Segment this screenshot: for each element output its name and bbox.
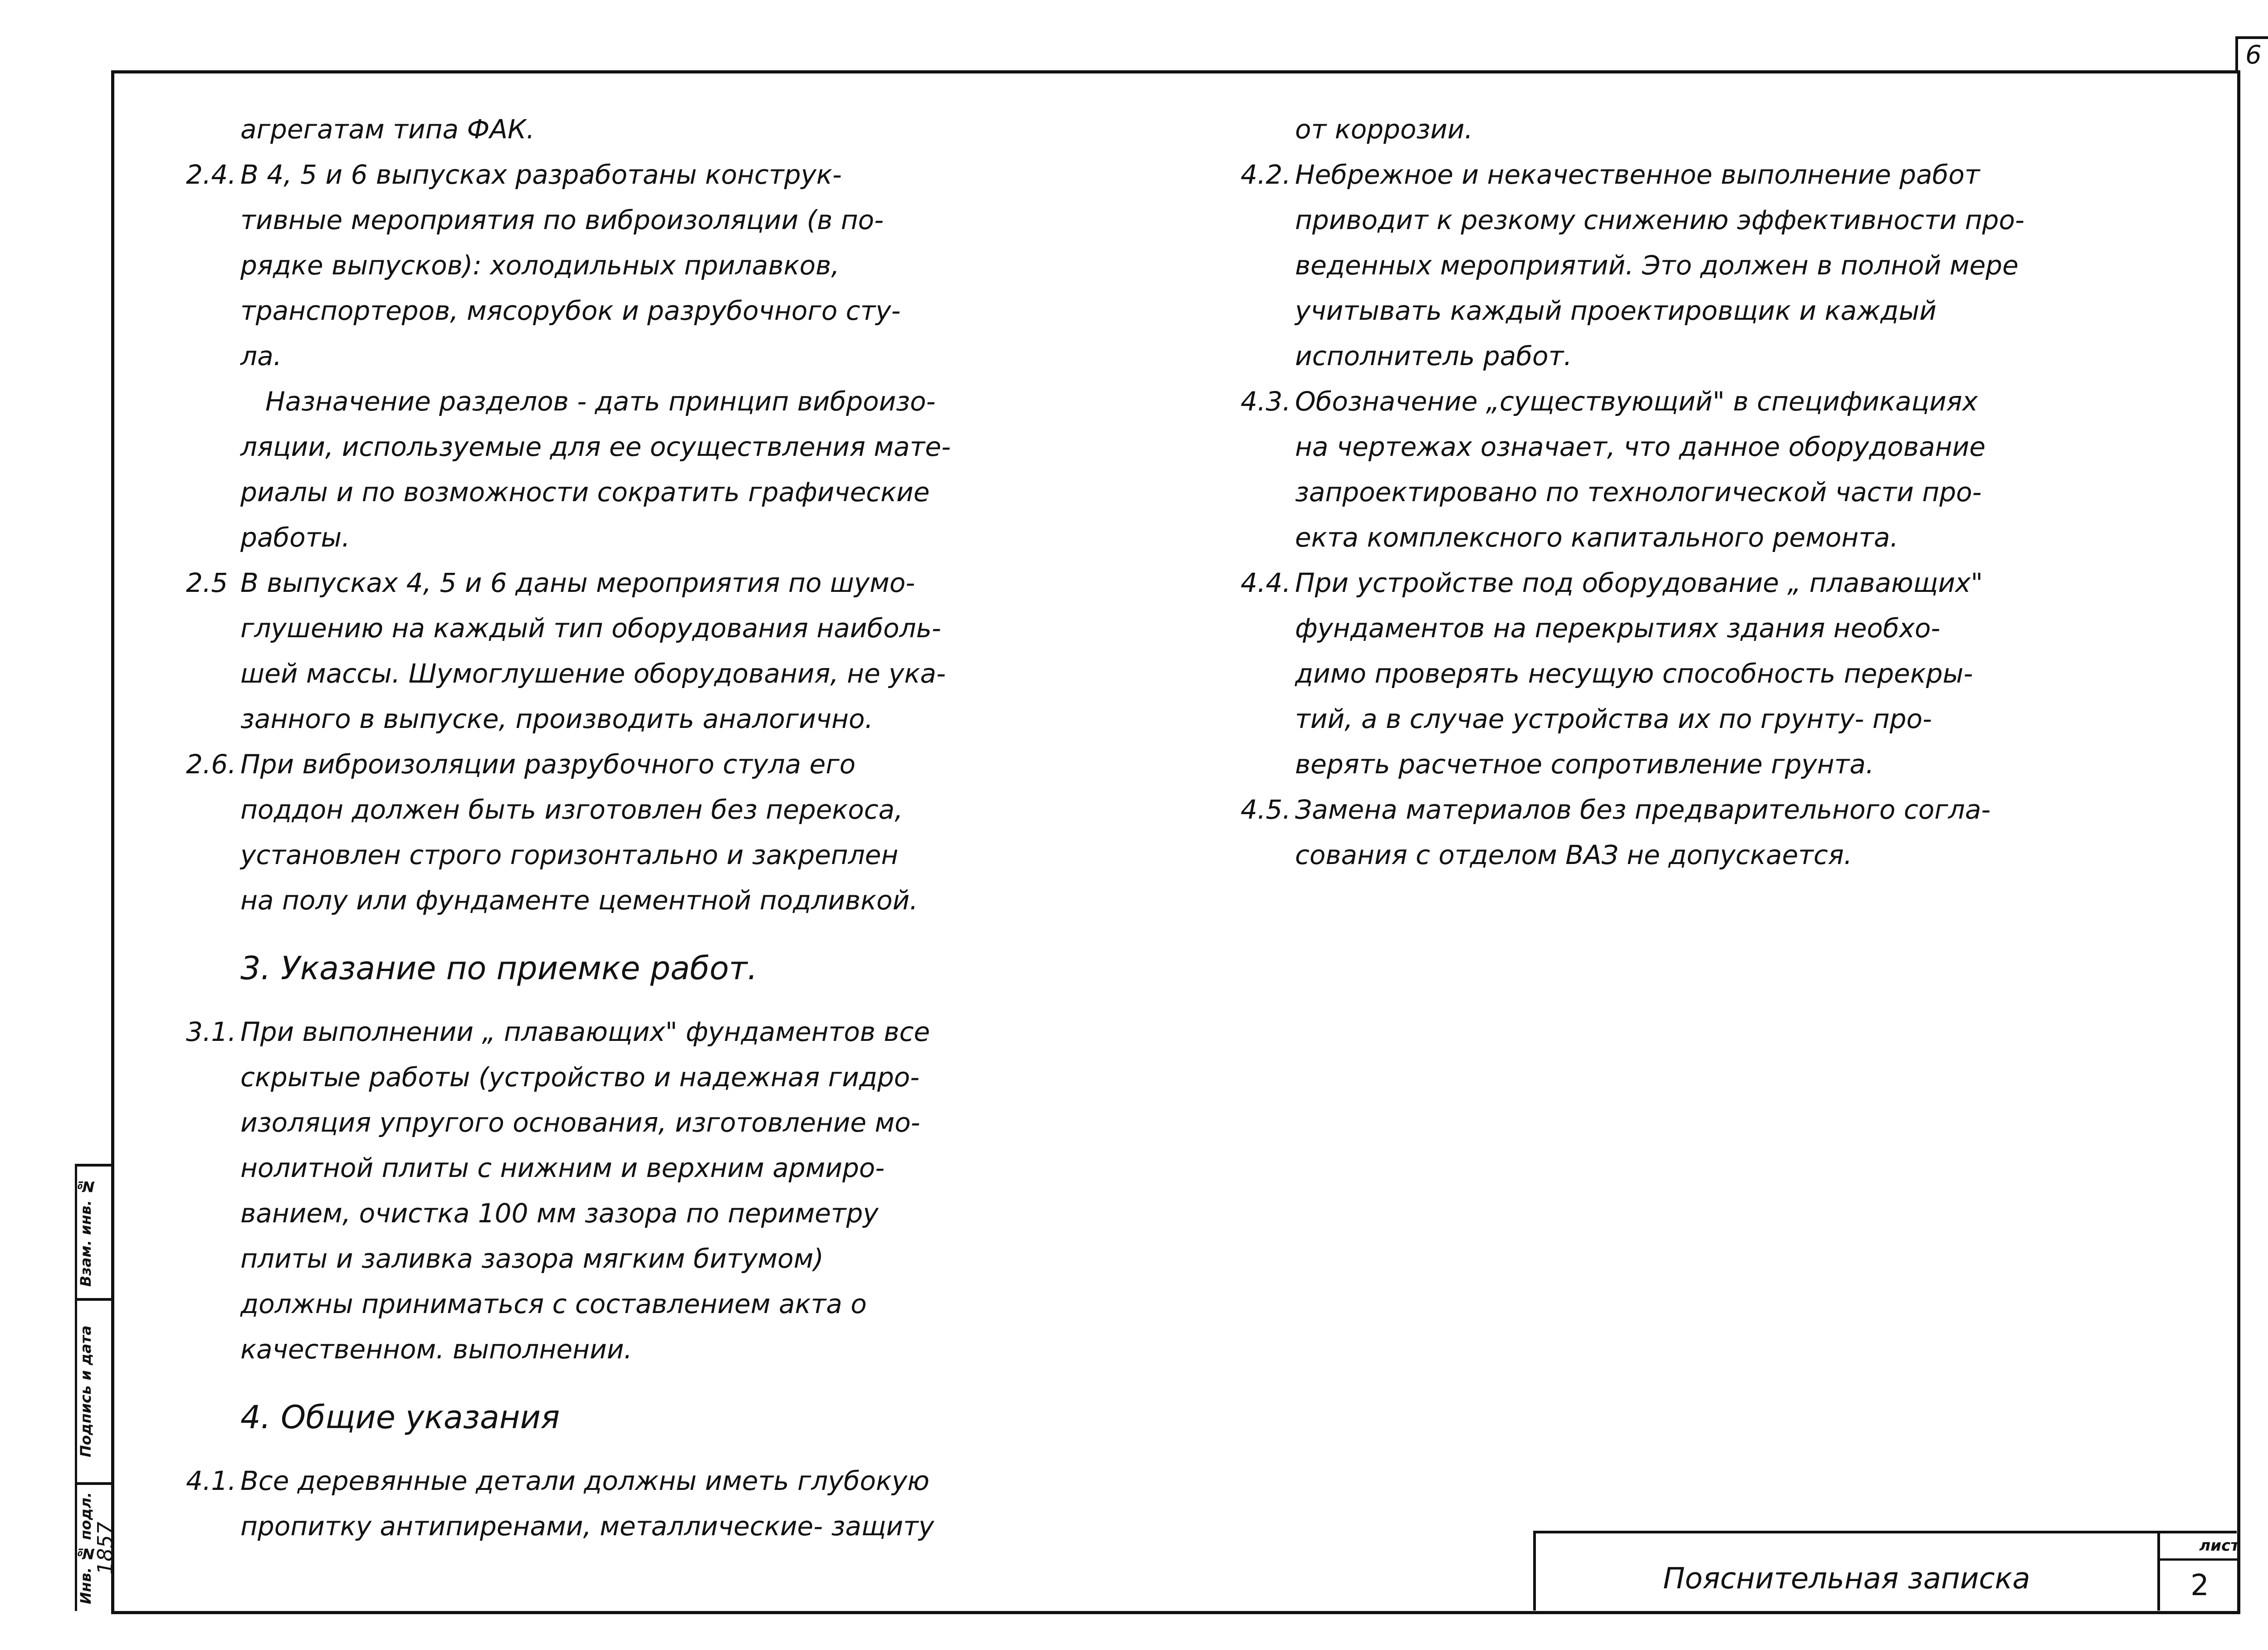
text-line: занного в выпуске, производить аналогично. xyxy=(240,703,873,734)
document-title: Пояснительная записка xyxy=(1663,1562,2030,1596)
text-line: шей массы. Шумоглушение оборудования, не ука- xyxy=(240,658,946,689)
text-line: ла. xyxy=(240,341,282,371)
continued-line: агрегатам типа ФАК. xyxy=(240,114,535,145)
clause-number: 3.1. xyxy=(186,1016,236,1047)
stamp-value xyxy=(93,1167,111,1298)
text-line: верять расчетное сопротивление грунта. xyxy=(1295,749,1874,780)
text-line: риалы и по возможности сократить графические xyxy=(240,477,930,508)
clause-4-3 xyxy=(1241,379,2202,560)
clause-number: 2.6. xyxy=(186,749,236,780)
clause-4-2 xyxy=(1241,152,2202,379)
text-line: учитывать каждый проектировщик и каждый xyxy=(1295,295,1937,326)
left-text-column xyxy=(186,107,1161,1549)
clause-number: 4.5. xyxy=(1241,794,1291,825)
text-line: При устройстве под оборудование „ плавающих" xyxy=(1295,567,1983,598)
text-line: качественном. выполнении. xyxy=(240,1334,632,1365)
text-line: димо проверять несущую способность перекры- xyxy=(1295,658,1973,689)
text-line: В 4, 5 и 6 выпусках разработаны конструк- xyxy=(240,159,842,190)
text-line: должны приниматься с составлением акта о xyxy=(240,1289,867,1319)
text-line: скрытые работы (устройство и надежная гидро- xyxy=(240,1062,920,1093)
clause-3-1 xyxy=(186,1009,1161,1372)
paragraph-purpose xyxy=(186,379,1161,560)
stamp-value xyxy=(93,1301,111,1482)
clause-2-5 xyxy=(186,560,1161,742)
text-line: поддон должен быть изготовлен без перекоса, xyxy=(240,794,903,825)
stamp-label: Инв. № подл. xyxy=(75,1485,94,1611)
text-line: сования с отделом ВАЗ не допускается. xyxy=(1295,840,1853,870)
text-line: фундаментов на перекрытиях здания необхо- xyxy=(1295,613,1941,644)
right-text-column xyxy=(1241,107,2202,878)
clause-4-1 xyxy=(186,1458,1161,1549)
stamp-value: 1857 xyxy=(93,1521,117,1575)
text-line: Замена материалов без предварительного согла- xyxy=(1295,794,1991,825)
title-block xyxy=(1533,1531,2237,1611)
clause-number: 2.5 xyxy=(186,567,228,598)
text-line: нолитной плиты с нижним и верхним армиро- xyxy=(240,1152,885,1183)
text-line: Обозначение „существующий" в спецификациях xyxy=(1295,386,1978,417)
text-line: работы. xyxy=(240,522,350,553)
stamp-cell-original-inv xyxy=(75,1485,117,1611)
sheet-number: 2 xyxy=(2190,1569,2209,1602)
text-line: изоляция упругого основания, изготовление мо- xyxy=(240,1107,920,1138)
text-line: Все деревянные детали должны иметь глубокую xyxy=(240,1465,930,1496)
text-line: на полу или фундаменте цементной подливкой. xyxy=(240,885,918,916)
text-line: веденных мероприятий. Это должен в полной мере xyxy=(1295,250,2019,281)
text-line: тий, а в случае устройства их по грунту- про- xyxy=(1295,703,1932,734)
corner-page-mark: 6 xyxy=(2235,36,2268,72)
text-line: тивные мероприятия по виброизоляции (в по- xyxy=(240,205,884,235)
side-stamp-strip xyxy=(75,1164,117,1614)
clause-4-5 xyxy=(1241,787,2202,878)
section-heading-general: 4. Общие указания xyxy=(240,1399,560,1436)
text-line: ляции, используемые для ее осуществления мате- xyxy=(240,431,951,462)
text-line: на чертежах означает, что данное оборудование xyxy=(1295,431,1986,462)
clause-2-6 xyxy=(186,742,1161,923)
stamp-cell-replacement-inv xyxy=(75,1167,111,1301)
sheet-label: лист xyxy=(2160,1533,2239,1561)
text-line: пропитку антипиренами, металлические- защиту xyxy=(240,1511,934,1542)
text-line: исполнитель работ. xyxy=(1295,341,1572,371)
text-line: ванием, очистка 100 мм зазора по периметру xyxy=(240,1198,879,1229)
sheet-cell xyxy=(2157,1533,2239,1611)
text-line: екта комплексного капитального ремонта. xyxy=(1295,522,1899,553)
text-line: приводит к резкому снижению эффективности про- xyxy=(1295,205,2025,235)
text-line: запроектировано по технологической части про- xyxy=(1295,477,1982,508)
text-line: При виброизоляции разрубочного стула его xyxy=(240,749,856,780)
stamp-label: Взам. инв. № xyxy=(75,1167,94,1298)
text-line: Небрежное и некачественное выполнение работ xyxy=(1295,159,1980,190)
text-line: В выпусках 4, 5 и 6 даны мероприятия по шумо- xyxy=(240,567,915,598)
clause-number: 4.2. xyxy=(1241,159,1291,190)
clause-number: 4.4. xyxy=(1241,567,1291,598)
continued-line: от коррозии. xyxy=(1295,114,1473,145)
clause-2-4 xyxy=(186,152,1161,379)
clause-number: 2.4. xyxy=(186,159,236,190)
text-line: установлен строго горизонтально и закреплен xyxy=(240,840,899,870)
text-line: транспортеров, мясорубок и разрубочного сту- xyxy=(240,295,901,326)
clause-4-4 xyxy=(1241,560,2202,787)
text-line: При выполнении „ плавающих" фундаментов все xyxy=(240,1016,930,1047)
clause-number: 4.3. xyxy=(1241,386,1291,417)
text-line: Назначение разделов - дать принцип виброизо- xyxy=(265,386,936,417)
section-heading-acceptance: 3. Указание по приемке работ. xyxy=(240,950,758,987)
text-line: плиты и заливка зазора мягким битумом) xyxy=(240,1243,824,1274)
stamp-label: Подпись и дата xyxy=(75,1301,94,1482)
text-line: рядке выпусков): холодильных прилавков, xyxy=(240,250,840,281)
stamp-cell-signature-date xyxy=(75,1301,111,1485)
text-line: глушению на каждый тип оборудования наиболь- xyxy=(240,613,941,644)
clause-number: 4.1. xyxy=(186,1465,236,1496)
